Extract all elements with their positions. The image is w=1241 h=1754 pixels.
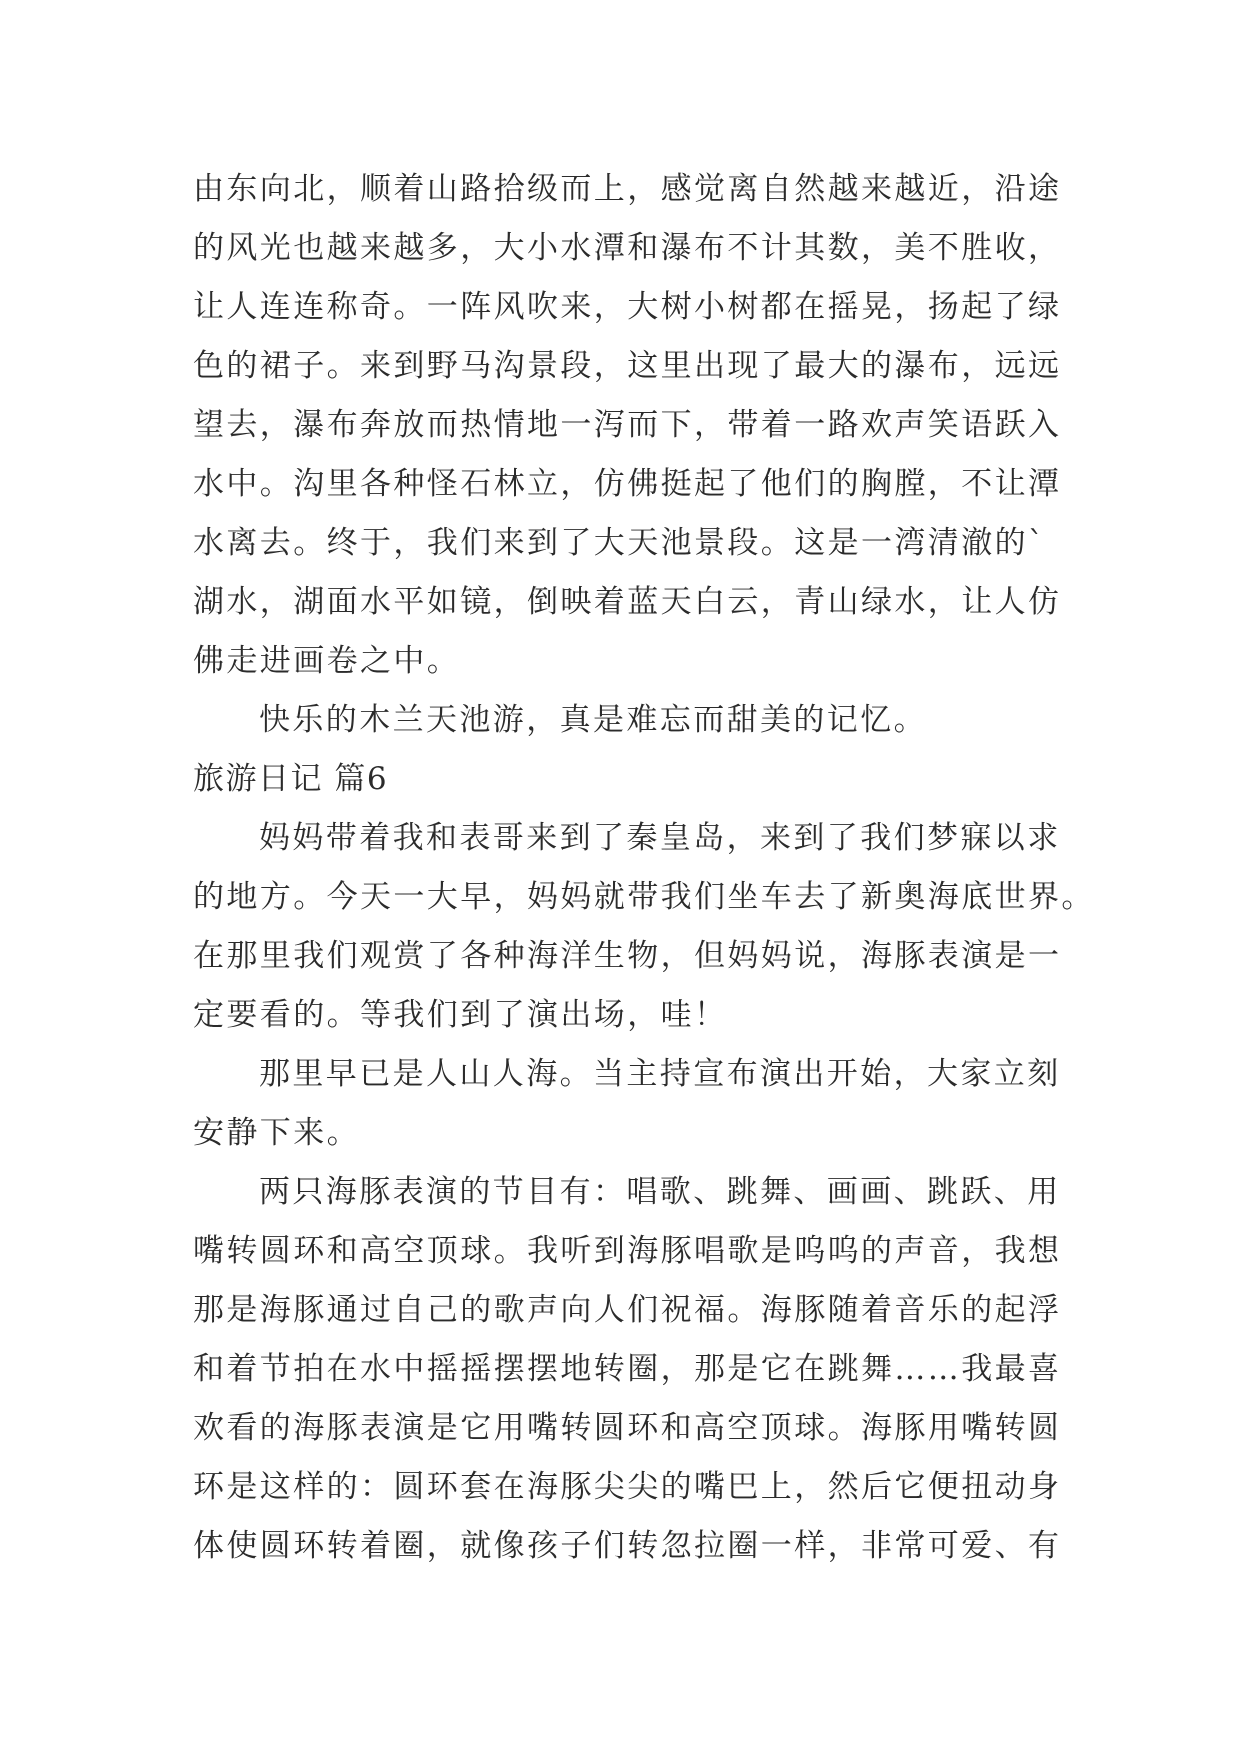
text-line: 欢看的海豚表演是它用嘴转圆环和高空顶球。海豚用嘴转圆 <box>193 1410 1062 1446</box>
text-line: 体使圆环转着圈，就像孩子们转忽拉圈一样，非常可爱、有 <box>193 1528 1062 1564</box>
text-line: 那里早已是人山人海。当主持宣布演出开始，大家立刻 <box>259 1056 1061 1092</box>
text-line: 安静下来。 <box>193 1115 360 1151</box>
text-line: 让人连连称奇。一阵风吹来，大树小树都在摇晃，扬起了绿 <box>193 289 1062 325</box>
document-body <box>193 160 1095 1576</box>
text-line: 望去，瀑布奔放而热情地一泻而下，带着一路欢声笑语跃入 <box>193 407 1062 443</box>
text-line: 两只海豚表演的节目有：唱歌、跳舞、画画、跳跃、用 <box>259 1174 1061 1210</box>
text-line: 佛走进画卷之中。 <box>193 643 461 679</box>
text-line: 定要看的。等我们到了演出场，哇！ <box>193 997 728 1033</box>
text-line: 那是海豚通过自己的歌声向人们祝福。海豚随着音乐的起浮 <box>193 1292 1062 1328</box>
text-line: 妈妈带着我和表哥来到了秦皇岛，来到了我们梦寐以求 <box>259 820 1061 856</box>
text-line: 湖水，湖面水平如镜，倒映着蓝天白云，青山绿水，让人仿 <box>193 584 1062 620</box>
text-line: 的风光也越来越多，大小水潭和瀑布不计其数，美不胜收， <box>193 230 1062 266</box>
text-line: 环是这样的：圆环套在海豚尖尖的嘴巴上，然后它便扭动身 <box>193 1469 1062 1505</box>
text-line: 由东向北，顺着山路拾级而上，感觉离自然越来越近，沿途 <box>193 171 1062 207</box>
text-line: 的地方。今天一大早，妈妈就带我们坐车去了新奥海底世界。 <box>193 879 1095 915</box>
section-heading: 旅游日记 篇6 <box>193 761 389 797</box>
text-line: 和着节拍在水中摇摇摆摆地转圈，那是它在跳舞……我最喜 <box>193 1351 1062 1387</box>
text-line: 在那里我们观赏了各种海洋生物，但妈妈说，海豚表演是一 <box>193 938 1062 974</box>
text-line: 水中。沟里各种怪石林立，仿佛挺起了他们的胸膛，不让潭 <box>193 466 1062 502</box>
text-line: 水离去。终于，我们来到了大天池景段。这是一湾清澈的` <box>193 525 1046 561</box>
text-line: 色的裙子。来到野马沟景段，这里出现了最大的瀑布，远远 <box>193 348 1062 384</box>
text-line: 快乐的木兰天池游，真是难忘而甜美的记忆。 <box>259 702 927 738</box>
text-line: 嘴转圆环和高空顶球。我听到海豚唱歌是呜呜的声音，我想 <box>193 1233 1062 1269</box>
